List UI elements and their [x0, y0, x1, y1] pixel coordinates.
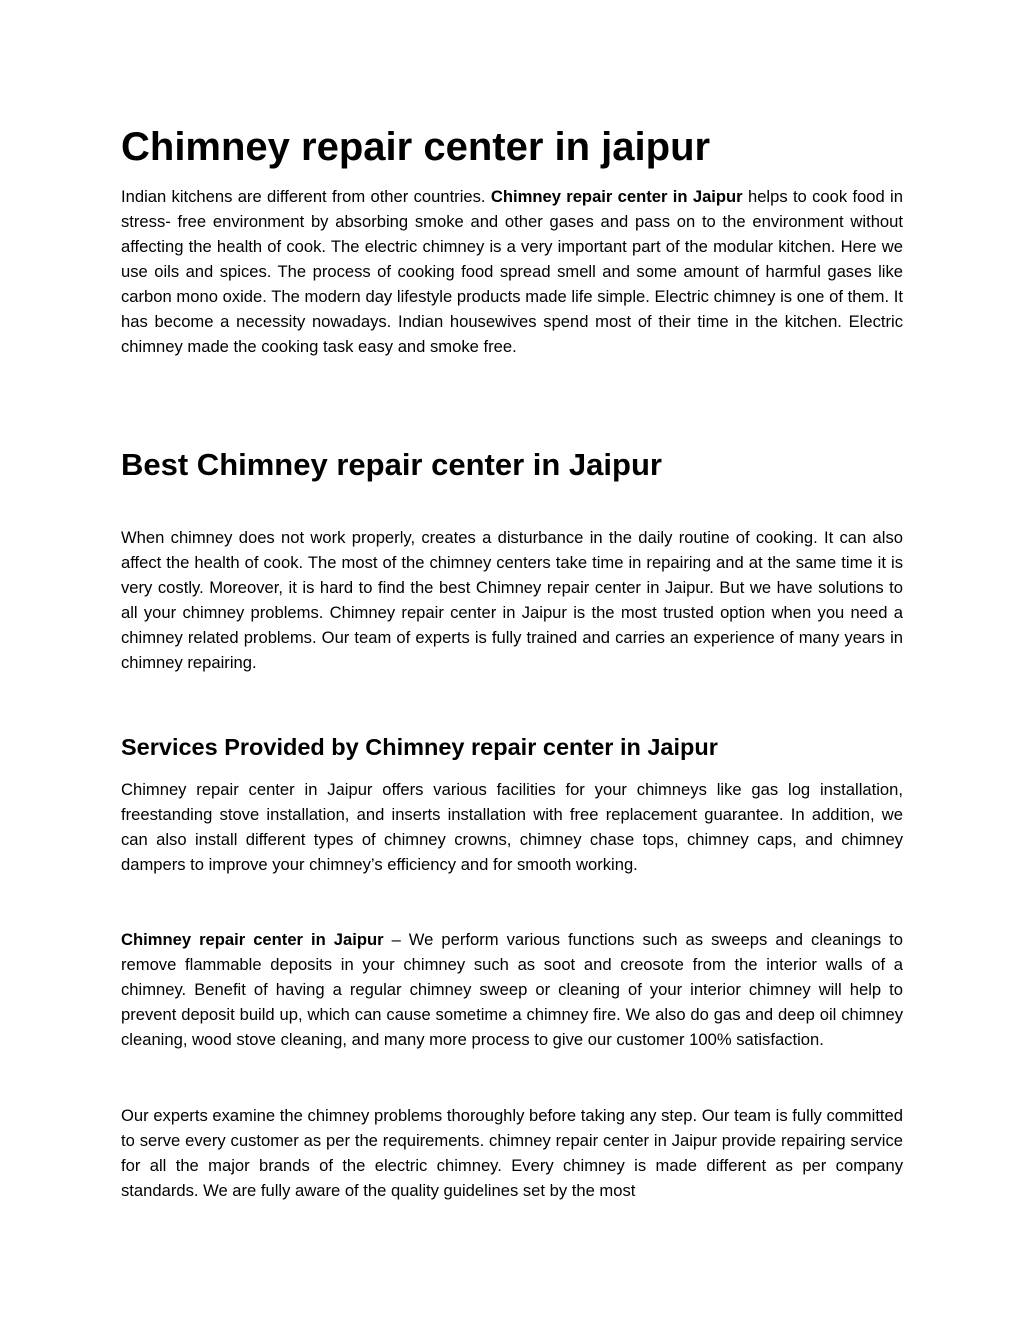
services-paragraph-1: Chimney repair center in Jaipur offers various facilities for your chimneys like gas log installation, freestanding stove installation, and inserts installation with free replacement guarantee. In addition, we can also install different types of chimney crowns, chimney chase tops, chimney caps, and chimney dampers to improve your chimney’s efficiency and for smooth working.: [121, 780, 903, 874]
intro-lead: Indian kitchens are different from other countries.: [121, 187, 486, 206]
intro-paragraph: [121, 184, 903, 359]
page-title: Chimney repair center in jaipur: [121, 125, 711, 169]
services-paragraph-2: [121, 927, 903, 1052]
services-paragraph-3: Our experts examine the chimney problems thoroughly before taking any step. Our team is fully committed to serve every customer as per the requirements. chimney repair center in Jaipur provide repairing service for all the major brands of the electric chimney. Every chimney is made different as per company standards. We are fully aware of the quality guidelines set by the most: [121, 1106, 903, 1200]
best-section-paragraph: When chimney does not work properly, creates a disturbance in the daily routine of cooking. It can also affect the health of cook. The most of the chimney centers take time in repairing and at the same time it is very costly. Moreover, it is hard to find the best Chimney repair center in Jaipur. But we have solutions to all your chimney problems. Chimney repair center in Jaipur is the most trusted option when you need a chimney related problems. Our team of experts is fully trained and carries an experience of many years in chimney repairing.: [121, 528, 903, 672]
services-paragraph-2-rest: – We perform various functions such as sweeps and cleanings to remove flammable deposits in your chimney such as soot and creosote from the interior walls of a chimney. Benefit of having a regular chimney sweep or cleaning of your interior chimney will help to prevent deposit build up, which can cause sometime a chimney fire. We also do gas and deep oil chimney cleaning, wood stove cleaning, and many more process to give our customer 100% satisfaction.: [121, 930, 903, 1049]
intro-rest: helps to cook food in stress- free environment by absorbing smoke and other gases and pass on to the environment without affecting the health of cook. The electric chimney is a very important part of the modular kitchen. Here we use oils and spices. The process of cooking food spread smell and some amount of harmful gases like carbon mono oxide. The modern day lifestyle products made life simple. Electric chimney is one of them. It has become a necessity nowadays. Indian housewives spend most of their time in the kitchen. Electric chimney made the cooking task easy and smoke free.: [121, 187, 903, 356]
services-section-heading: Services Provided by Chimney repair center in Jaipur: [121, 734, 718, 760]
best-section-heading: Best Chimney repair center in Jaipur: [121, 447, 662, 482]
services-paragraph-2-bold: Chimney repair center in Jaipur: [121, 930, 384, 949]
intro-bold-phrase: Chimney repair center in Jaipur: [490, 187, 743, 206]
